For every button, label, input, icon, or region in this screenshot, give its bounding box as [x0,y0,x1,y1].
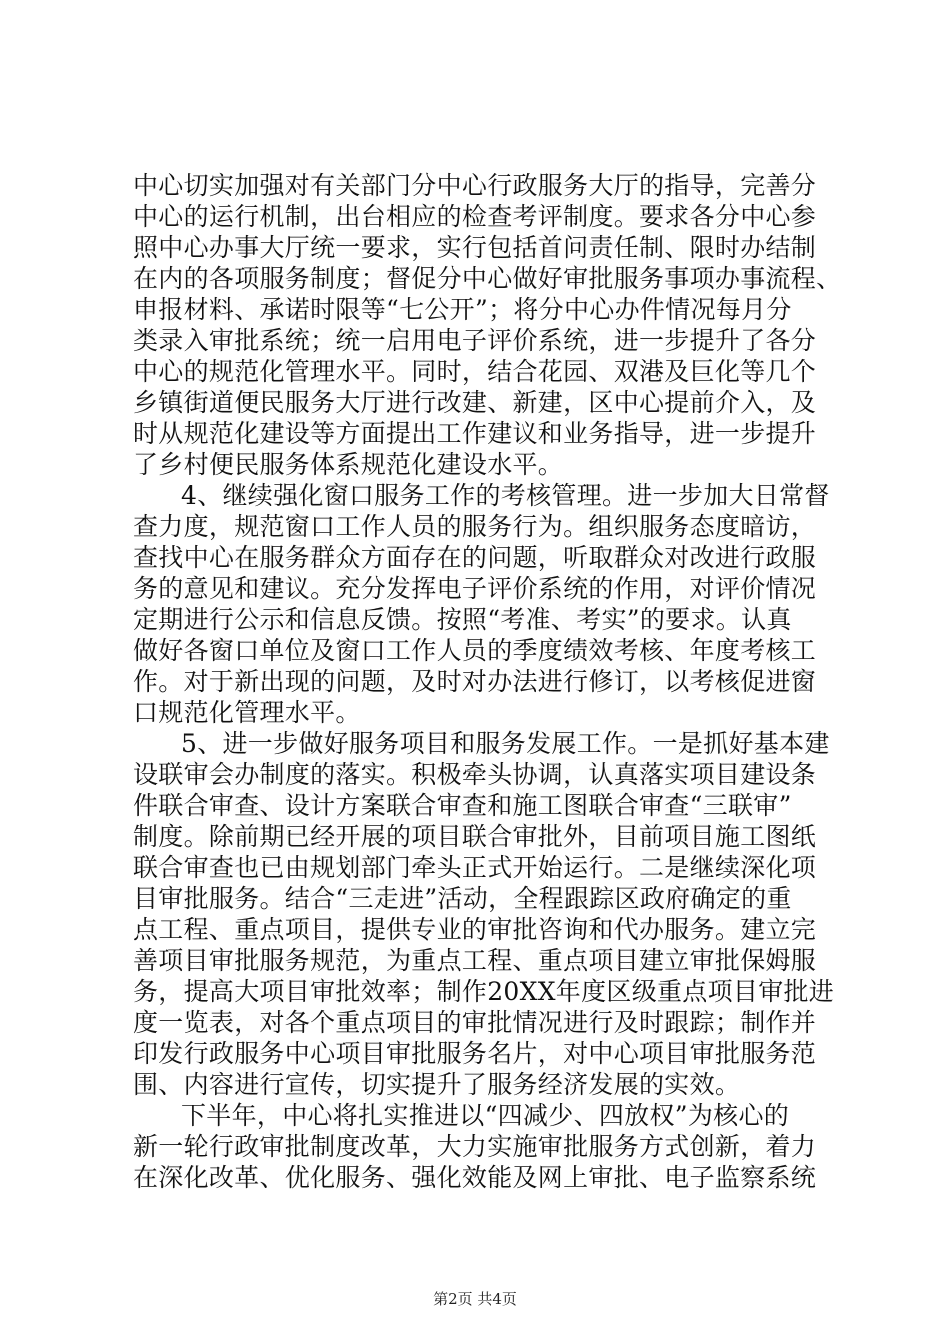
text-line: 中心切实加强对有关部门分中心行政服务大厅的指导，完善分 [133,171,817,200]
text-line: 中心的运行机制，出台相应的检查考评制度。要求各分中心参 [133,202,817,231]
paragraph-5-start: 5、进一步做好服务项目和服务发展工作。一是抓好基本建 [181,729,830,758]
text-line: 目审批服务。结合“三走进”活动，全程跟踪区政府确定的重 [133,884,792,913]
text-line: 善项目审批服务规范，为重点工程、重点项目建立审批保姆服 [133,946,817,975]
text-line: 点工程、重点项目，提供专业的审批咨询和代办服务。建立完 [133,915,817,944]
text-line: 照中心办事大厅统一要求，实行包括首问责任制、限时办结制 [133,233,817,262]
text-line: 新一轮行政审批制度改革，大力实施审批服务方式创新，着力 [133,1132,817,1161]
text-line: 了乡村便民服务体系规范化建设水平。 [133,450,564,479]
text-line: 设联审会办制度的落实。积极牵头协调，认真落实项目建设条 [133,760,817,789]
text-line: 中心的规范化管理水平。同时，结合花园、双港及巨化等几个 [133,357,817,386]
text-line: 印发行政服务中心项目审批服务名片，对中心项目审批服务范 [133,1039,817,1068]
text-line: 在内的各项服务制度；督促分中心做好审批服务事项办事流程、 [133,264,842,293]
text-line: 类录入审批系统；统一启用电子评价系统，进一步提升了各分 [133,326,817,355]
text-line: 乡镇街道便民服务大厅进行改建、新建，区中心提前介入，及 [133,388,817,417]
text-line: 作。对于新出现的问题，及时对办法进行修订，以考核促进窗 [133,667,817,696]
text-line: 时从规范化建设等方面提出工作建议和业务指导，进一步提升 [133,419,817,448]
text-line: 申报材料、承诺时限等“七公开”；将分中心办件情况每月分 [133,295,792,324]
text-line: 围、内容进行宣传，切实提升了服务经济发展的实效。 [133,1070,741,1099]
page-number-label: 第2页 共4页 [433,1290,517,1308]
page-footer [0,1290,950,1308]
text-line: 定期进行公示和信息反馈。按照“考准、考实”的要求。认真 [133,605,792,634]
text-line: 联合审查也已由规划部门牵头正式开始运行。二是继续深化项 [133,853,817,882]
text-line: 在深化改革、优化服务、强化效能及网上审批、电子监察系统 [133,1163,817,1192]
text-line: 务，提高大项目审批效率；制作20XX年度区级重点项目审批进 [133,977,835,1006]
text-line: 查力度，规范窗口工作人员的服务行为。组织服务态度暗访， [133,512,817,541]
text-line: 制度。除前期已经开展的项目联合审批外，目前项目施工图纸 [133,822,817,851]
text-line: 件联合审查、设计方案联合审查和施工图联合审查“三联审” [133,791,792,820]
paragraph-second-half-start: 下半年，中心将扎实推进以“四减少、四放权”为核心的 [181,1101,790,1130]
paragraph-4-start: 4、继续强化窗口服务工作的考核管理。进一步加大日常督 [181,481,830,510]
text-line: 度一览表，对各个重点项目的审批情况进行及时跟踪；制作并 [133,1008,817,1037]
text-line: 口规范化管理水平。 [133,698,361,727]
text-line: 务的意见和建议。充分发挥电子评价系统的作用，对评价情况 [133,574,817,603]
text-line: 做好各窗口单位及窗口工作人员的季度绩效考核、年度考核工 [133,636,817,665]
document-body [133,170,843,1193]
text-line: 查找中心在服务群众方面存在的问题，听取群众对改进行政服 [133,543,817,572]
